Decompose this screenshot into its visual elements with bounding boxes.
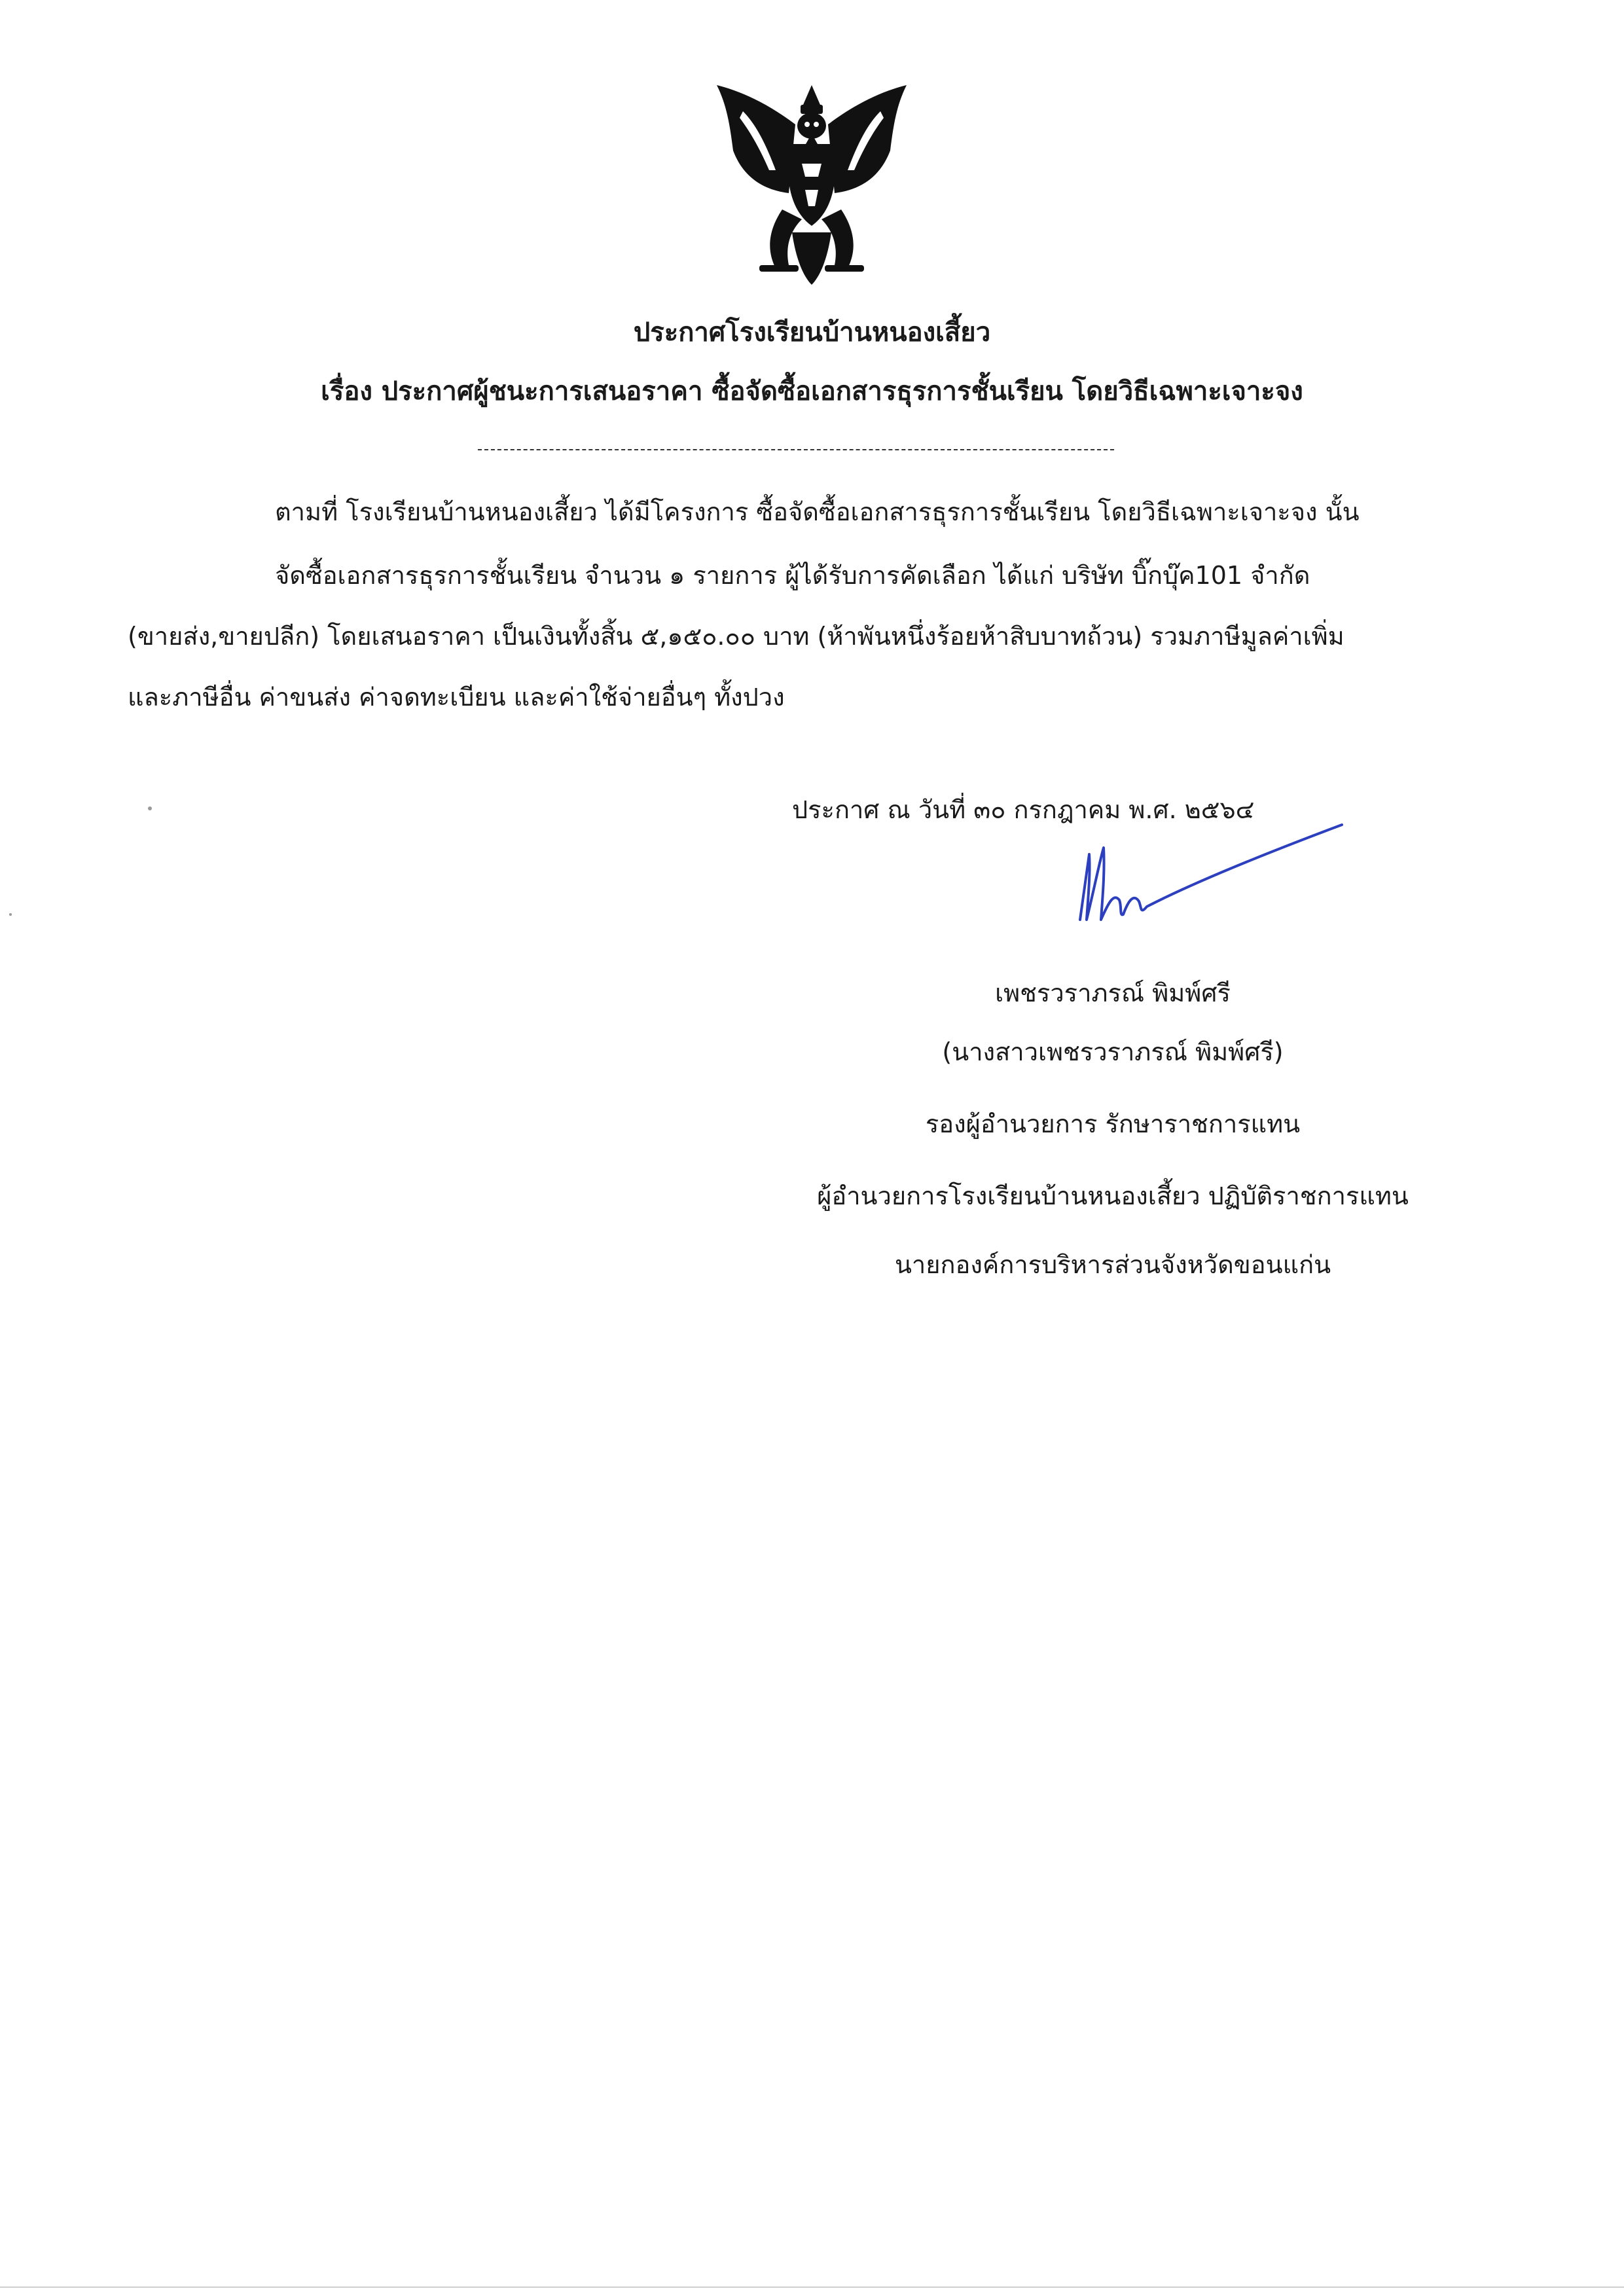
body-line-3: (ขายส่ง,ขายปลีก) โดยเสนอราคา เป็นเงินทั้งสิ้น ๕,๑๕๐.๐๐ บาท (ห้าพันหนึ่งร้อยห้าสิบบาทถ้วน) รวมภาษีมูลค่าเพิ่ม xyxy=(128,622,1344,651)
signer-position-1: รองผู้อำนวยการ รักษาราชการแทน xyxy=(925,1110,1301,1138)
body-line-2: จัดซื้อเอกสารธุรการชั้นเรียน จำนวน ๑ รายการ ผู้ได้รับการคัดเลือก ได้แก่ บริษัท บิ๊กบุ๊ค101 จำกัด xyxy=(275,561,1310,590)
announcement-subject: เรื่อง ประกาศผู้ชนะการเสนอราคา ซื้อจัดซื้อเอกสารธุรการชั้นเรียน โดยวิธีเฉพาะเจาะจง xyxy=(321,376,1303,407)
page-bottom-edge xyxy=(0,2286,1624,2288)
signer-position-3: นายกองค์การบริหารส่วนจังหวัดขอนแก่น xyxy=(894,1250,1331,1279)
announcement-date: ประกาศ ณ วันที่ ๓๐ กรกฎาคม พ.ศ. ๒๕๖๔ xyxy=(792,795,1255,824)
announcement-title: ประกาศโรงเรียนบ้านหนองเสี้ยว xyxy=(633,317,991,348)
dashed-divider xyxy=(478,449,1114,450)
body-line-1: ตามที่ โรงเรียนบ้านหนองเสี้ยว ได้มีโครงการ ซื้อจัดซื้อเอกสารธุรการชั้นเรียน โดยวิธีเฉพาะเจาะจง นั้น xyxy=(275,497,1360,526)
handwritten-signature xyxy=(1074,822,1348,933)
signer-full-name: (นางสาวเพชรวราภรณ์ พิมพ์ศรี) xyxy=(942,1038,1284,1066)
scan-speck xyxy=(9,913,12,916)
signer-name: เพชรวราภรณ์ พิมพ์ศรี xyxy=(995,979,1231,1007)
signer-position-2: ผู้อำนวยการโรงเรียนบ้านหนองเสี้ยว ปฏิบัติราชการแทน xyxy=(817,1182,1409,1210)
body-line-4: และภาษีอื่น ค่าขนส่ง ค่าจดทะเบียน และค่าใช้จ่ายอื่นๆ ทั้งปวง xyxy=(128,683,785,712)
garuda-emblem-icon xyxy=(704,79,920,288)
scan-speck xyxy=(148,806,152,810)
